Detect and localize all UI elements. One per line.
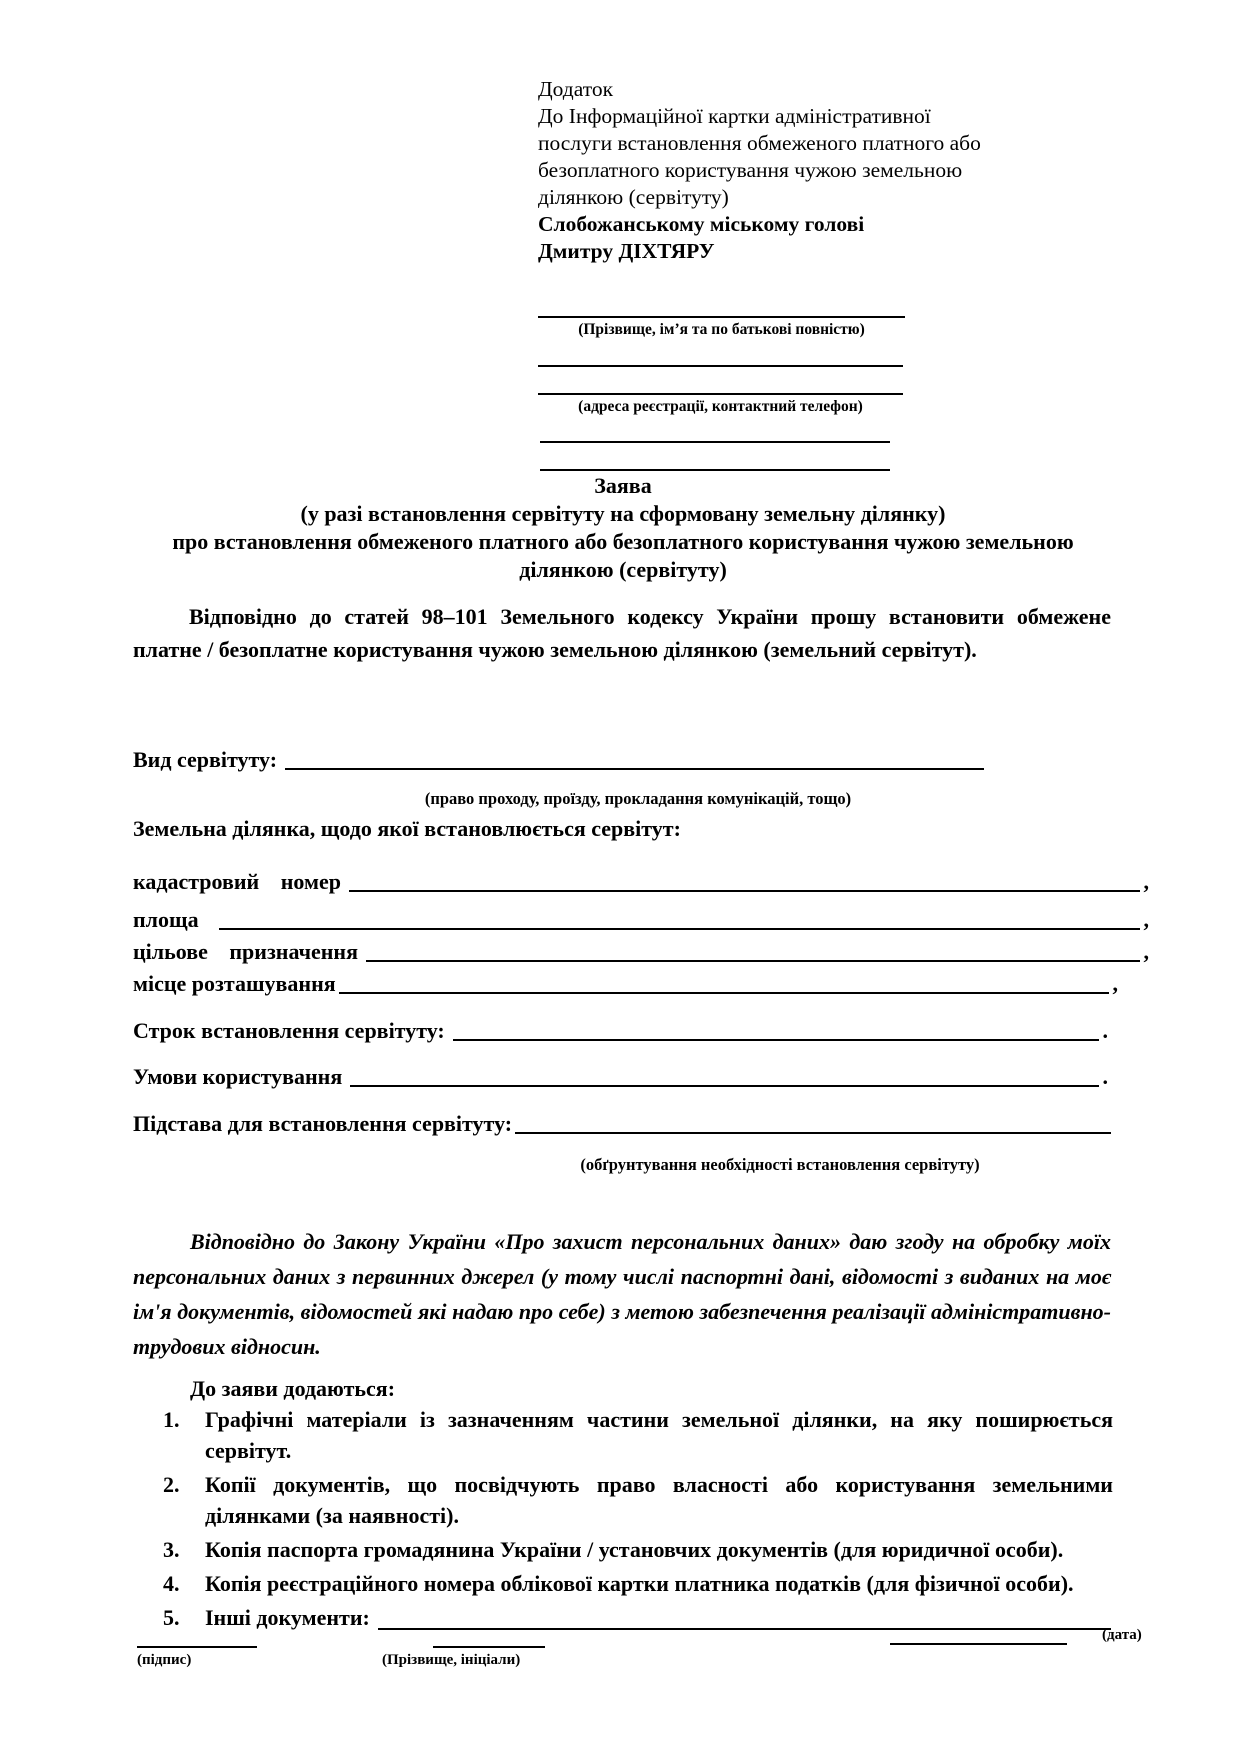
list-item-text: Графічні матеріали із зазначенням частини земельної ділянки, на яку поширюється сервітут. [205,1407,1113,1463]
basis-field[interactable] [515,1132,1111,1134]
term-field[interactable] [453,1039,1099,1041]
cadastral-number-row [133,869,1149,895]
list-item [163,1568,1113,1599]
list-item [163,1534,1113,1565]
blank-line-address-2[interactable] [538,393,903,395]
list-item-number: 4. [163,1571,180,1596]
location-label: місце розташування [133,971,336,996]
area-row [133,907,1149,933]
parcel-heading: Земельна ділянка, щодо якої встановлюється сервітут: [133,816,681,841]
servitude-type-field[interactable] [285,768,984,770]
blank-line-extra-1[interactable] [540,441,890,443]
location-field[interactable] [339,992,1109,994]
list-item-number: 3. [163,1537,180,1562]
purpose-row [133,939,1149,965]
conditions-label: Умови користування [133,1064,343,1089]
blank-line-extra-2[interactable] [540,469,890,471]
area-field[interactable] [219,928,1140,930]
blank-line-applicant-fullname[interactable] [538,316,905,318]
basis-row [133,1111,1113,1137]
annex-addressee-block [538,76,998,265]
title-heading: Заява [594,473,652,498]
list-item [163,1469,1113,1531]
purpose-field[interactable] [366,960,1139,962]
servitude-type-caption: (право проходу, проїзду, прокладання комунікацій, тощо) [424,789,852,808]
annex-line: Додаток [538,77,614,101]
fullname-caption: (Прізвище, ім’я та по батькові повністю) [578,321,865,338]
list-item-text: Інші документи: [205,1605,370,1630]
cadastral-number-suffix: , [1143,869,1149,894]
term-label: Строк встановлення сервітуту: [133,1018,445,1043]
addressee-name: Дмитру ДІХТЯРУ [538,239,715,263]
other-documents-field[interactable] [378,1602,1111,1630]
area-label: площа [133,907,199,932]
blank-line-date[interactable] [890,1643,1067,1645]
addressee-title: Слобожанському міському голові [538,212,865,236]
list-item-number: 1. [163,1407,180,1432]
attachments-list [163,1404,1113,1636]
title-subject: про встановлення обмеженого платного або безоплатного користування чужою земельною ділянкою (сервітуту) [172,529,1074,582]
conditions-field[interactable] [350,1085,1098,1087]
blank-line-address-1[interactable] [538,365,903,367]
area-suffix: , [1143,907,1149,932]
list-item-text: Копії документів, що посвідчують право власності або користування земельними ділянками (за наявності). [205,1472,1113,1528]
consent-paragraph: Відповідно до Закону України «Про захист персональних даних» даю згоду на обробку моїх персональних даних з первинних джерел (у тому числі паспортні дані, відомості з виданих на моє ім'я документів, відомостей які надаю про себе) з метою забезпечення реалізації адміністративно-трудових відносин. [133,1229,1111,1359]
blank-line-signature[interactable] [137,1646,257,1648]
basis-caption: (обґрунтування необхідності встановлення сервітуту) [580,1155,980,1174]
purpose-label: цільове призначення [133,939,359,964]
purpose-suffix: , [1143,939,1149,964]
location-row [133,971,1118,997]
annex-line: ділянкою (сервітуту) [538,185,729,209]
intro-paragraph: Відповідно до статей 98–101 Земельного кодексу України прошу встановити обмежене платне / безоплатне користування чужою земельною ділянкою (земельний сервітут). [133,604,1111,662]
list-item [163,1404,1113,1466]
attachments-heading: До заяви додаються: [190,1376,396,1401]
annex-line: послуги встановлення обмеженого платного або [538,131,981,155]
list-item-text: Копія паспорта громадянина України / установчих документів (для юридичної особи). [205,1537,1064,1562]
title-subheading: (у разі встановлення сервітуту на сформовану земельну ділянку) [300,501,946,526]
servitude-type-row [133,747,986,773]
list-item-text: Копія реєстраційного номера облікової картки платника податків (для фізичної особи). [205,1571,1074,1596]
list-item-number: 5. [163,1605,180,1630]
document-title [133,472,1113,584]
annex-line: До Інформаційної картки адміністративної [538,104,931,128]
address-caption: (адреса реєстрації, контактний телефон) [578,398,863,415]
date-caption: (дата) [1102,1627,1142,1643]
cadastral-number-field[interactable] [349,890,1140,892]
location-suffix: , [1112,971,1118,996]
annex-line: безоплатного користування чужою земельною [538,158,963,182]
cadastral-number-label: кадастровий номер [133,869,341,894]
signature-caption: (підпис) [137,1652,192,1668]
term-row [133,1018,1108,1044]
surname-initials-caption: (Прізвище, ініціали) [382,1652,521,1668]
servitude-type-label: Вид сервітуту: [133,747,278,772]
term-suffix: . [1102,1018,1108,1043]
list-item-other-documents [163,1602,1113,1633]
conditions-suffix: . [1102,1064,1108,1089]
basis-label: Підстава для встановлення сервітуту: [133,1111,513,1136]
blank-line-surname-initials[interactable] [433,1646,545,1648]
list-item-number: 2. [163,1472,180,1497]
conditions-row [133,1064,1108,1090]
